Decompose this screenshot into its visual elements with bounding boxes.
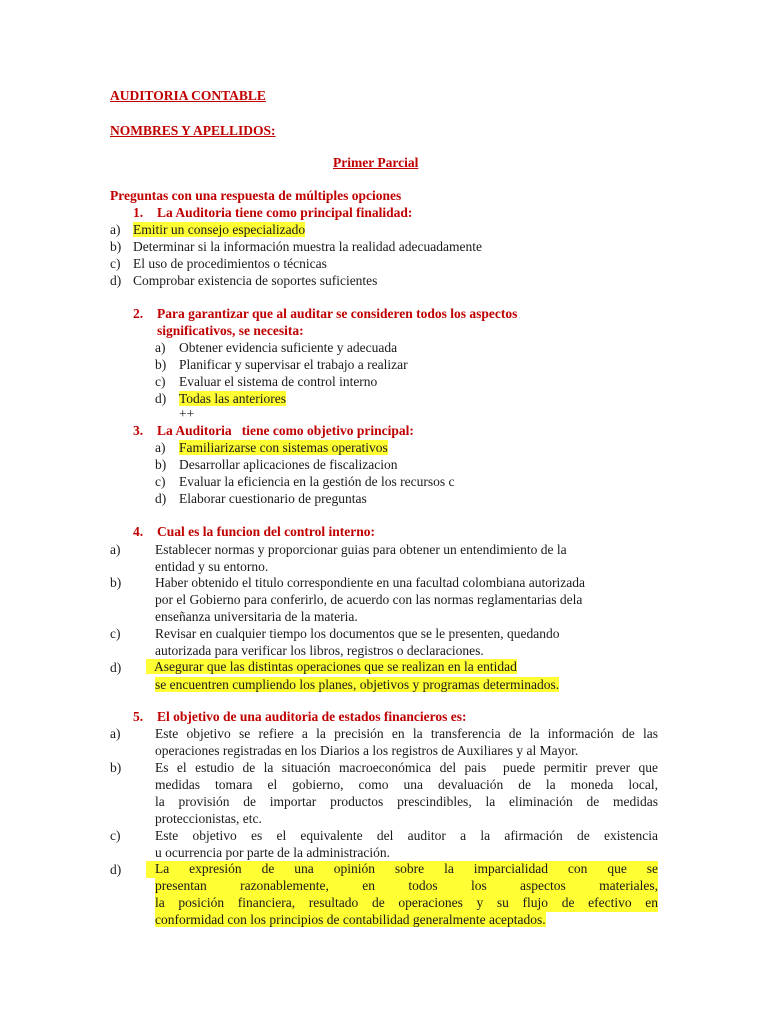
q5-option-c-line1: Este objetivo es el equivalente del auditor a la afirmación de existencia	[155, 828, 658, 843]
q5-option-d-line1: La expresión de una opinión sobre la imparcialidad con que se	[146, 861, 658, 878]
q2-option-c: Evaluar el sistema de control interno	[179, 374, 378, 389]
q4-b-label: b)	[110, 575, 122, 590]
q4-option-c-line2: autorizada para verificar los libros, registros o declaraciones.	[155, 643, 484, 658]
names-label: NOMBRES Y APELLIDOS:	[110, 123, 276, 138]
q5-option-d-line3: la posición financiera, resultado de operaciones y su flujo de efectivo en	[155, 895, 658, 910]
exam-title: Primer Parcial	[333, 155, 419, 170]
q3-option-c: Evaluar la eficiencia en la gestión de los recursos c	[179, 474, 455, 489]
q2-option-b: Planificar y supervisar el trabajo a realizar	[179, 357, 408, 372]
q4-c-label: c)	[110, 626, 121, 641]
q2-mark: ++	[179, 406, 195, 421]
q4-option-d-line1	[146, 659, 517, 676]
q3-option-d: Elaborar cuestionario de preguntas	[179, 491, 367, 506]
q4-a-label: a)	[110, 542, 121, 557]
q5-option-b-line2: medidas tomara el gobierno, como una devaluación de la moneda local,	[155, 777, 658, 792]
q1-option-b: Determinar si la información muestra la realidad adecuadamente	[133, 239, 482, 254]
q5-d-label: d)	[110, 862, 122, 877]
q4-option-d-line1-text: Asegurar que las distintas operaciones que se realizan en la entidad	[146, 659, 517, 674]
document-title: AUDITORIA CONTABLE	[110, 88, 266, 103]
q1-c-label: c)	[110, 256, 121, 271]
q4-option-b-line1: Haber obtenido el titulo correspondiente en una facultad colombiana autorizada	[155, 575, 585, 590]
q3-option-a-text: Familiarizarse con sistemas operativos	[179, 440, 388, 455]
q3-text: La Auditoria tiene como objetivo principal:	[157, 423, 414, 438]
q2-number: 2.	[133, 306, 144, 321]
q5-option-c-line2: u ocurrencia por parte de la administración.	[155, 845, 391, 860]
q4-option-d-line2-text: se encuentren cumpliendo los planes, objetivos y programas determinados.	[155, 677, 560, 692]
q4-option-b-line2: por el Gobierno para conferirlo, de acuerdo con las normas reglamentarias dela	[155, 592, 583, 607]
q2-option-d	[179, 391, 286, 408]
section-heading: Preguntas con una respuesta de múltiples opciones	[110, 188, 402, 203]
q2-text-line2: significativos, se necesita:	[157, 323, 304, 338]
q4-option-c-line1: Revisar en cualquier tiempo los documentos que se le presenten, quedando	[155, 626, 560, 641]
q5-text: El objetivo de una auditoria de estados financieros es:	[157, 709, 467, 724]
q1-option-d: Comprobar existencia de soportes suficientes	[133, 273, 378, 288]
q1-option-c: El uso de procedimientos o técnicas	[133, 256, 327, 271]
q4-text: Cual es la funcion del control interno:	[157, 524, 376, 539]
q1-b-label: b)	[110, 239, 122, 254]
q5-option-a-line1: Este objetivo se refiere a la precisión en la transferencia de la información de las	[155, 726, 658, 741]
q4-number: 4.	[133, 524, 144, 539]
q4-option-b-line3: enseñanza universitaria de la materia.	[155, 609, 358, 624]
q1-d-label: d)	[110, 273, 122, 288]
q4-d-label: d)	[110, 660, 122, 675]
q1-option-a-text: Emitir un consejo especializado	[133, 222, 306, 237]
q3-c-label: c)	[155, 474, 166, 489]
q2-d-label: d)	[155, 391, 167, 406]
q5-a-label: a)	[110, 726, 121, 741]
q5-option-b-line3: la provisión de importar productos prescindibles, la eliminación de medidas	[155, 794, 658, 809]
q5-option-d-line2: presentan razonablemente, en todos los aspectos materiales,	[155, 878, 658, 893]
q3-number: 3.	[133, 423, 144, 438]
q1-text: La Auditoria tiene como principal finalidad:	[157, 205, 413, 220]
q5-option-b-line4: proteccionistas, etc.	[155, 811, 262, 826]
q5-b-label: b)	[110, 760, 122, 775]
q2-c-label: c)	[155, 374, 166, 389]
q2-option-a: Obtener evidencia suficiente y adecuada	[179, 340, 398, 355]
q4-option-d-line2	[155, 677, 559, 694]
q3-option-b: Desarrollar aplicaciones de fiscalizacion	[179, 457, 398, 472]
q3-b-label: b)	[155, 457, 167, 472]
q4-option-a-line1: Establecer normas y proporcionar guias para obtener un entendimiento de la	[155, 542, 567, 557]
q5-option-d-line4	[155, 912, 546, 929]
q2-b-label: b)	[155, 357, 167, 372]
q3-a-label: a)	[155, 440, 166, 455]
q5-number: 5.	[133, 709, 144, 724]
q5-c-label: c)	[110, 828, 121, 843]
q4-option-a-line2: entidad y su entorno.	[155, 559, 269, 574]
q5-option-b-line1: Es el estudio de la situación macroeconómica del pais puede permitir prever que	[155, 760, 658, 775]
q2-a-label: a)	[155, 340, 166, 355]
q3-d-label: d)	[155, 491, 167, 506]
q5-option-d-line4-text: conformidad con los principios de contabilidad generalmente aceptados.	[155, 912, 546, 927]
q1-option-a	[133, 222, 305, 239]
q1-number: 1.	[133, 205, 144, 220]
q1-a-label: a)	[110, 222, 121, 237]
q2-text-line1: Para garantizar que al auditar se consideren todos los aspectos	[157, 306, 518, 321]
q2-option-d-text: Todas las anteriores	[179, 391, 287, 406]
q5-option-a-line2: operaciones registradas en los Diarios a los registros de Auxiliares y al Mayor.	[155, 743, 579, 758]
q3-option-a	[179, 440, 388, 457]
